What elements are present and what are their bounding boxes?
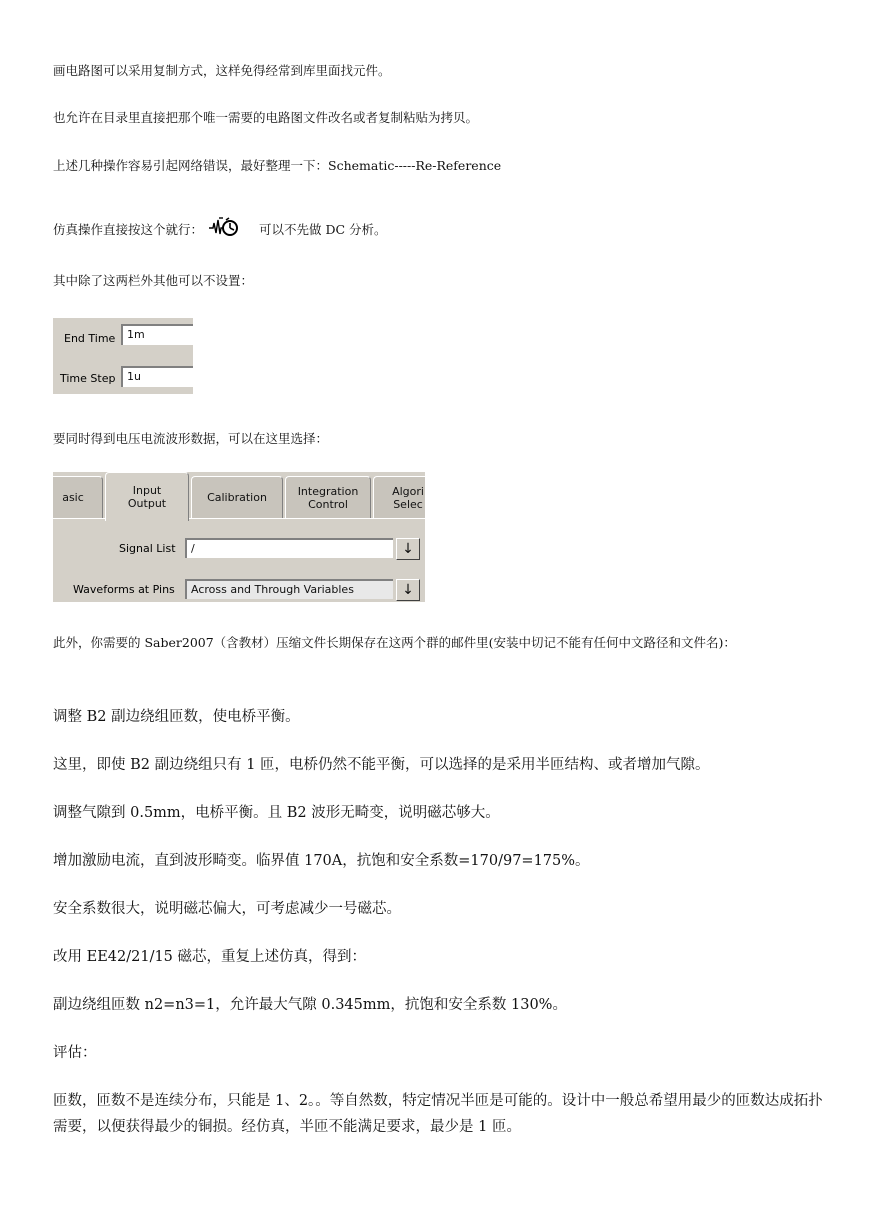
paragraph-3: 上述几种操作容易引起网络错误，最好整理一下：Schematic-----Re-Reference (53, 158, 502, 173)
paragraph-10: 调整气隙到 0.5mm，电桥平衡。且 B2 波形无畸变，说明磁芯够大。 (53, 805, 500, 821)
signal-list-field[interactable]: / (185, 538, 393, 558)
paragraph-12: 安全系数很大，说明磁芯偏大，可考虑减少一号磁芯。 (53, 901, 401, 917)
arrow-down-icon: ↓ (402, 541, 414, 557)
paragraph-11: 增加激励电流，直到波形畸变。临界值 170A，抗饱和安全系数=170/97=175%。 (53, 853, 590, 869)
tab-integration-control-label: Integration Control (297, 484, 359, 511)
run-simulation-icon (207, 214, 241, 240)
time-settings-panel (53, 318, 193, 394)
paragraph-2: 也允许在目录里直接把那个唯一需要的电路图文件改名或者复制粘贴为拷贝。 (53, 110, 479, 125)
tab-input-output-label: Input Output (127, 484, 167, 510)
paragraph-4-text-a: 仿真操作直接按这个就行： (53, 222, 204, 237)
paragraph-16: 匝数，匝数不是连续分布，只能是 1、2。。等自然数，特定情况半匝是可能的。设计中一般总希望用最少的匝数达成拓扑需要，以便获得最少的铜损。经仿真，半匝不能满足要求，最少是 1 匝。 (53, 1093, 823, 1135)
paragraph-8: 调整 B2 副边绕组匝数，使电桥平衡。 (53, 709, 300, 725)
paragraph-9: 这里，即使 B2 副边绕组只有 1 匝，电桥仍然不能平衡，可以选择的是采用半匝结构、或者增加气隙。 (53, 757, 710, 773)
tab-calibration[interactable] (191, 476, 283, 518)
paragraph-14: 副边绕组匝数 n2=n3=1，允许最大气隙 0.345mm，抗饱和安全系数 130%。 (53, 997, 567, 1013)
waveforms-dropdown-button[interactable] (396, 579, 420, 601)
paragraph-1: 画电路图可以采用复制方式，这样免得经常到库里面找元件。 (53, 63, 391, 78)
signal-list-dropdown-button[interactable] (396, 538, 420, 560)
tab-integration-control[interactable] (285, 476, 371, 518)
tab-basic-label: asic (62, 491, 84, 504)
tab-input-output[interactable] (105, 472, 189, 521)
input-output-panel (53, 472, 425, 602)
end-time-field[interactable]: 1m (121, 324, 193, 345)
tab-basic[interactable] (53, 476, 103, 518)
paragraph-5: 其中除了这两栏外其他可以不设置： (53, 273, 254, 288)
waveforms-select[interactable]: Across and Through Variables (185, 579, 393, 599)
paragraph-15: 评估： (53, 1045, 97, 1061)
paragraph-4 (53, 214, 387, 240)
end-time-label: End Time (64, 332, 116, 345)
tab-algorithm-selection[interactable] (373, 476, 425, 518)
paragraph-7: 此外，你需要的 Saber2007（含教材）压缩文件长期保存在这两个群的邮件里(安装中切记不能有任何中文路径和文件名)： (53, 635, 736, 650)
tab-calibration-label: Calibration (207, 491, 267, 504)
arrow-down-icon: ↓ (402, 582, 414, 598)
signal-list-label: Signal List (119, 542, 176, 555)
paragraph-13: 改用 EE42/21/15 磁芯，重复上述仿真，得到： (53, 949, 367, 965)
paragraph-6: 要同时得到电压电流波形数据，可以在这里选择： (53, 431, 329, 446)
time-step-label: Time Step (60, 372, 116, 385)
waveforms-label: Waveforms at Pins (73, 583, 175, 596)
tab-algorithm-selection-label: Algori Selec (392, 484, 424, 511)
paragraph-4-text-b: 可以不先做 DC 分析。 (259, 222, 387, 237)
time-step-field[interactable]: 1u (121, 366, 193, 387)
